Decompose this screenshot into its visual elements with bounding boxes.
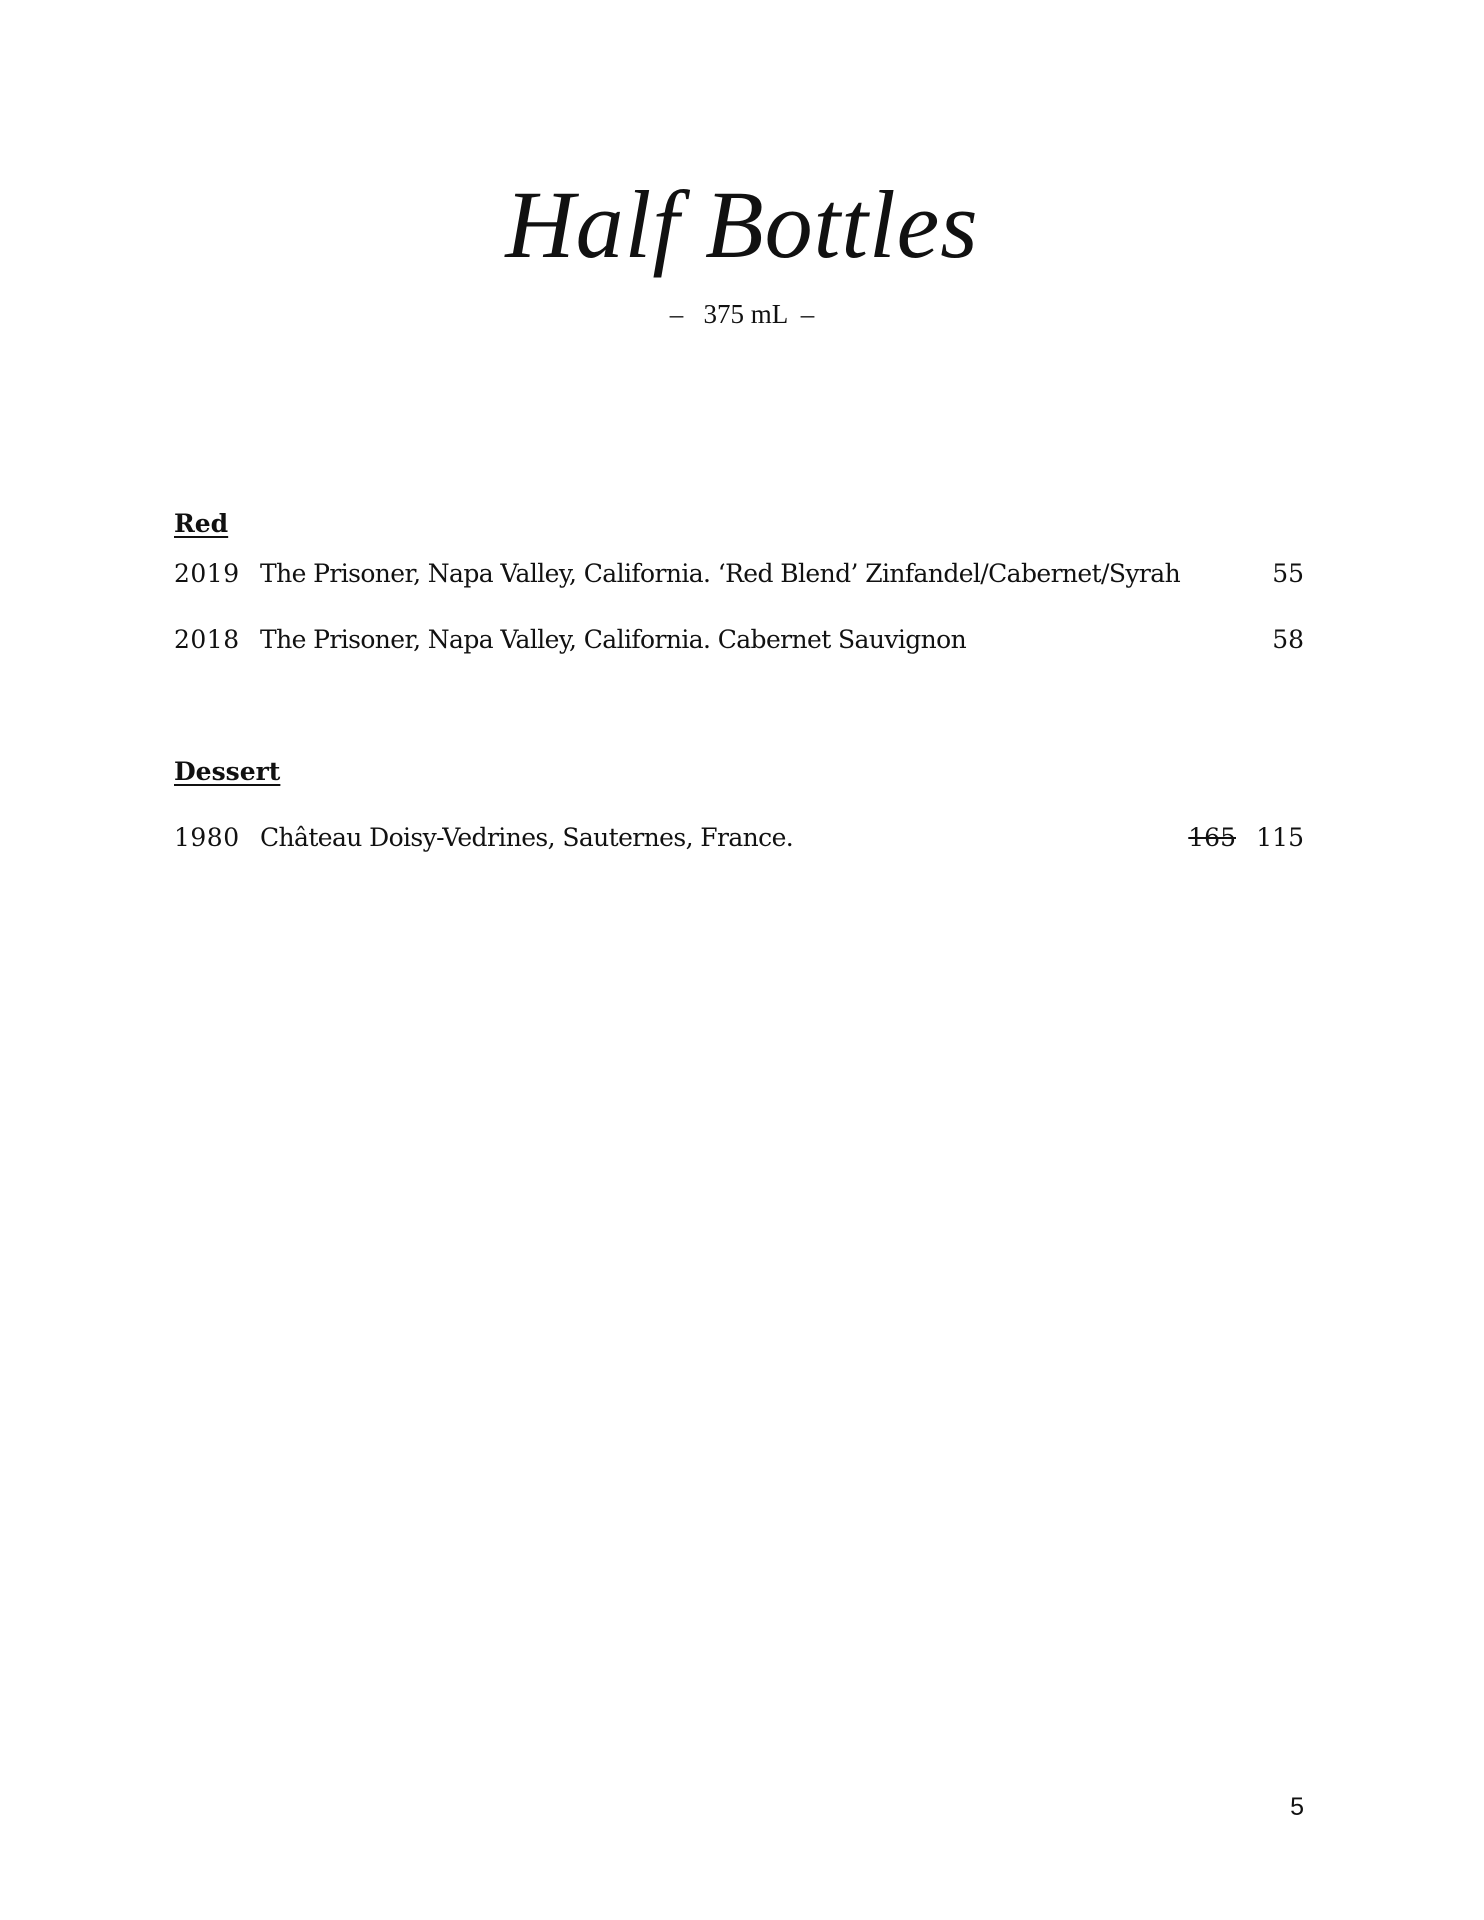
bottle-size-subtitle: – 375 mL –: [669, 299, 815, 329]
list-item: [174, 820, 1304, 856]
wine-description: The Prisoner, Napa Valley, California. Cabernet Sauvignon: [260, 625, 967, 654]
list-item: [174, 622, 1304, 658]
page-title: Half Bottles: [505, 171, 979, 278]
section-dessert: [174, 754, 1304, 856]
section-red: [174, 506, 1304, 658]
wine-description: Château Doisy-Vedrines, Sauternes, France.: [260, 823, 794, 852]
wine-vintage: 1980: [174, 823, 240, 852]
wine-vintage: 2019: [174, 559, 240, 588]
wine-vintage: 2018: [174, 625, 240, 654]
wine-price: 115: [1256, 823, 1304, 852]
section-heading-red: Red: [174, 509, 229, 538]
section-heading-dessert: Dessert: [174, 757, 281, 786]
wine-price: 55: [1272, 559, 1304, 588]
wine-description: The Prisoner, Napa Valley, California. ‘Red Blend’ Zinfandel/Cabernet/Syrah: [260, 559, 1181, 588]
wine-old-price: 165: [1188, 823, 1236, 852]
wine-price: 58: [1272, 625, 1304, 654]
list-item: [174, 556, 1304, 592]
page-number: 5: [1290, 1793, 1304, 1821]
